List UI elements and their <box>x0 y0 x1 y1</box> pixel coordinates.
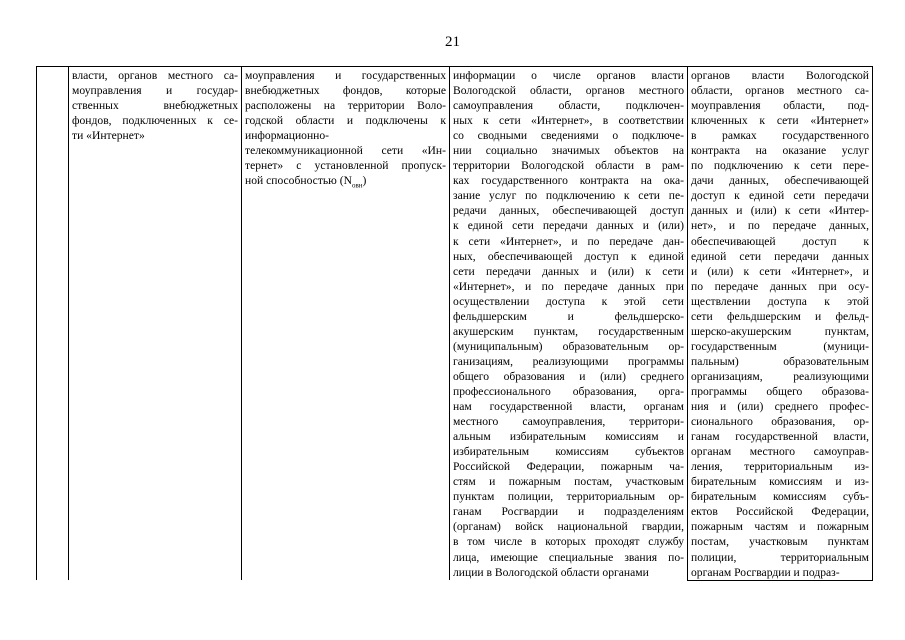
text-line: к сети «Интернет», и по передаче дан- <box>453 234 684 248</box>
text-line: органов власти Вологодской <box>691 69 869 82</box>
text-line: контракта на оказание услуг <box>691 144 869 158</box>
text-line: телекоммуникационной сети «Ин- <box>245 144 446 158</box>
text-line: нет», и по передаче данных, <box>691 219 869 233</box>
text-line: области, органов местного са- <box>691 84 869 98</box>
text-line: расположены на территории Воло- <box>245 99 446 113</box>
text-line: сети передачи данных и (или) к сети <box>453 264 684 278</box>
text-line: лиции в Вологодской области органами <box>453 565 649 579</box>
text-line: единой сети передачи данных <box>691 249 869 263</box>
text-line: и (или) к сети «Интернет», и <box>691 264 869 278</box>
closing-paren: ) <box>362 174 367 188</box>
text-line: Российской Федерации, пожарным ча- <box>453 460 684 474</box>
text-line: сионального образования, ор- <box>691 415 869 429</box>
text-line: со сводными сведениями о подключе- <box>453 129 684 143</box>
text-line: ных, обеспечивающей доступ к единой <box>453 249 684 263</box>
text-line: информации о числе органов власти <box>453 69 684 82</box>
text-line: бирательным комиссиям и из- <box>691 475 869 489</box>
cell-data-source <box>688 67 873 581</box>
cell-calculation-method <box>450 67 688 581</box>
text-line: шерско-акушерским пунктам, <box>691 324 869 338</box>
text-line: ния и (или) среднего профес- <box>691 400 869 414</box>
text-line: органам Росгвардии и подраз- <box>691 565 840 579</box>
text-line: по подключению к сети пере- <box>691 159 869 173</box>
text-line: ганизациям, реализующими программы <box>453 354 684 368</box>
text-line: постам, участковым пунктам <box>691 535 869 549</box>
text-line: доступ к единой сети передачи <box>691 189 869 203</box>
text-line: бирательным комиссиям субъ- <box>691 490 869 504</box>
text-line: самоуправления области, подключен- <box>453 99 684 113</box>
text-line: ных к сети «Интернет», в соответствии <box>453 114 684 128</box>
text-line: органам местного самоуправ- <box>691 445 869 459</box>
text-line: ганам государственной власти, <box>691 430 869 444</box>
text-line: моуправления области, под- <box>691 99 869 113</box>
text-line: ках государственного контракта на ока- <box>453 174 684 188</box>
text-line: пожарным частям и пожарным <box>691 520 869 534</box>
text-line: в том числе в которых проходят службу <box>453 535 684 549</box>
text-line: (муниципальным) образовательным ор- <box>453 339 684 353</box>
text-line: дачи данных, обеспечивающей <box>691 174 869 188</box>
text-line: ществлении доступа к этой <box>691 294 869 308</box>
text-line: ления, территориальным из- <box>691 460 869 474</box>
text-line: профессионального образования, орга- <box>453 384 684 398</box>
text-line: полиции, территориальным <box>691 550 869 564</box>
text-line: альным избирательным комиссиям и <box>453 430 684 444</box>
text-line: ной способностью $(N_{овн})$ <box>245 174 367 189</box>
cell-indicator-name <box>69 67 242 581</box>
text-line: ти «Интернет» <box>72 129 145 143</box>
text-line: ектов Российской Федерации, <box>691 505 869 519</box>
text-line: данных и (или) к сети «Интер- <box>691 204 869 218</box>
text-line: годской области и подключены к <box>245 114 446 128</box>
page-number: 21 <box>445 34 460 50</box>
text-line: местного самоуправления, территори- <box>453 415 684 429</box>
cell-indicator-definition <box>242 67 450 581</box>
text-line: лица, имеющие специальные звания по- <box>453 550 684 564</box>
text-line: к единой сети передачи данных и (или) <box>453 219 684 233</box>
text-line: акушерским пунктам, государственным <box>453 324 684 338</box>
text-line: фондов, подключенных к се- <box>72 114 238 128</box>
text-line: власти, органов местного са- <box>72 69 238 82</box>
text-line: сети фельдшерским и фельд- <box>691 309 869 323</box>
text-line: обеспечивающей доступ к <box>691 234 869 248</box>
text-line: избирательным комиссиям субъектов <box>453 445 684 459</box>
text-line: в рамках государственного <box>691 129 869 143</box>
text-line: осуществлении доступа к этой сети <box>453 294 684 308</box>
text-line: нам государственной власти, органам <box>453 400 684 414</box>
text-line: моуправления и государственных <box>245 69 446 82</box>
text-line: ственных внебюджетных <box>72 99 238 113</box>
text-line: зание услуг по подключению к сети пе- <box>453 189 684 203</box>
subscript-label: овн <box>351 181 363 189</box>
table-row <box>37 67 873 581</box>
text-line: Вологодской области, органов местного <box>453 84 684 98</box>
text-line: редачи данных, обеспечивающей доступ <box>453 204 684 218</box>
text-line: фельдшерским и фельдшерско- <box>453 309 684 323</box>
text-line: «Интернет», и по передаче данных при <box>453 279 684 293</box>
text-line: внебюджетных фондов, которые <box>245 84 446 98</box>
text-line: (органам) войск национальной гвардии, <box>453 520 684 534</box>
text-line: ключенных к сети «Интернет» <box>691 114 869 128</box>
text-line: информационно- <box>245 129 330 143</box>
text-line: общего образования и (или) среднего <box>453 369 684 383</box>
document-table <box>36 66 873 581</box>
text-line: государственным (муници- <box>691 339 869 353</box>
cell-number <box>37 67 69 581</box>
text-line: стям и пожарным постам, участковым <box>453 475 684 489</box>
text-line: программы общего образова- <box>691 384 869 398</box>
text-line: нии социально значимых объектов на <box>453 144 684 158</box>
text-line: ганам Росгвардии и подразделениям <box>453 505 684 519</box>
text-line: пальным) образовательным <box>691 354 869 368</box>
text-line: тернет» с установленной пропуск- <box>245 159 446 173</box>
text-line: территории Вологодской области в рам- <box>453 159 684 173</box>
text-line: организациям, реализующими <box>691 369 869 383</box>
text-line: моуправления и государ- <box>72 84 238 98</box>
text-line: по передаче данных при осу- <box>691 279 869 293</box>
text-line: пунктам полиции, территориальным ор- <box>453 490 684 504</box>
